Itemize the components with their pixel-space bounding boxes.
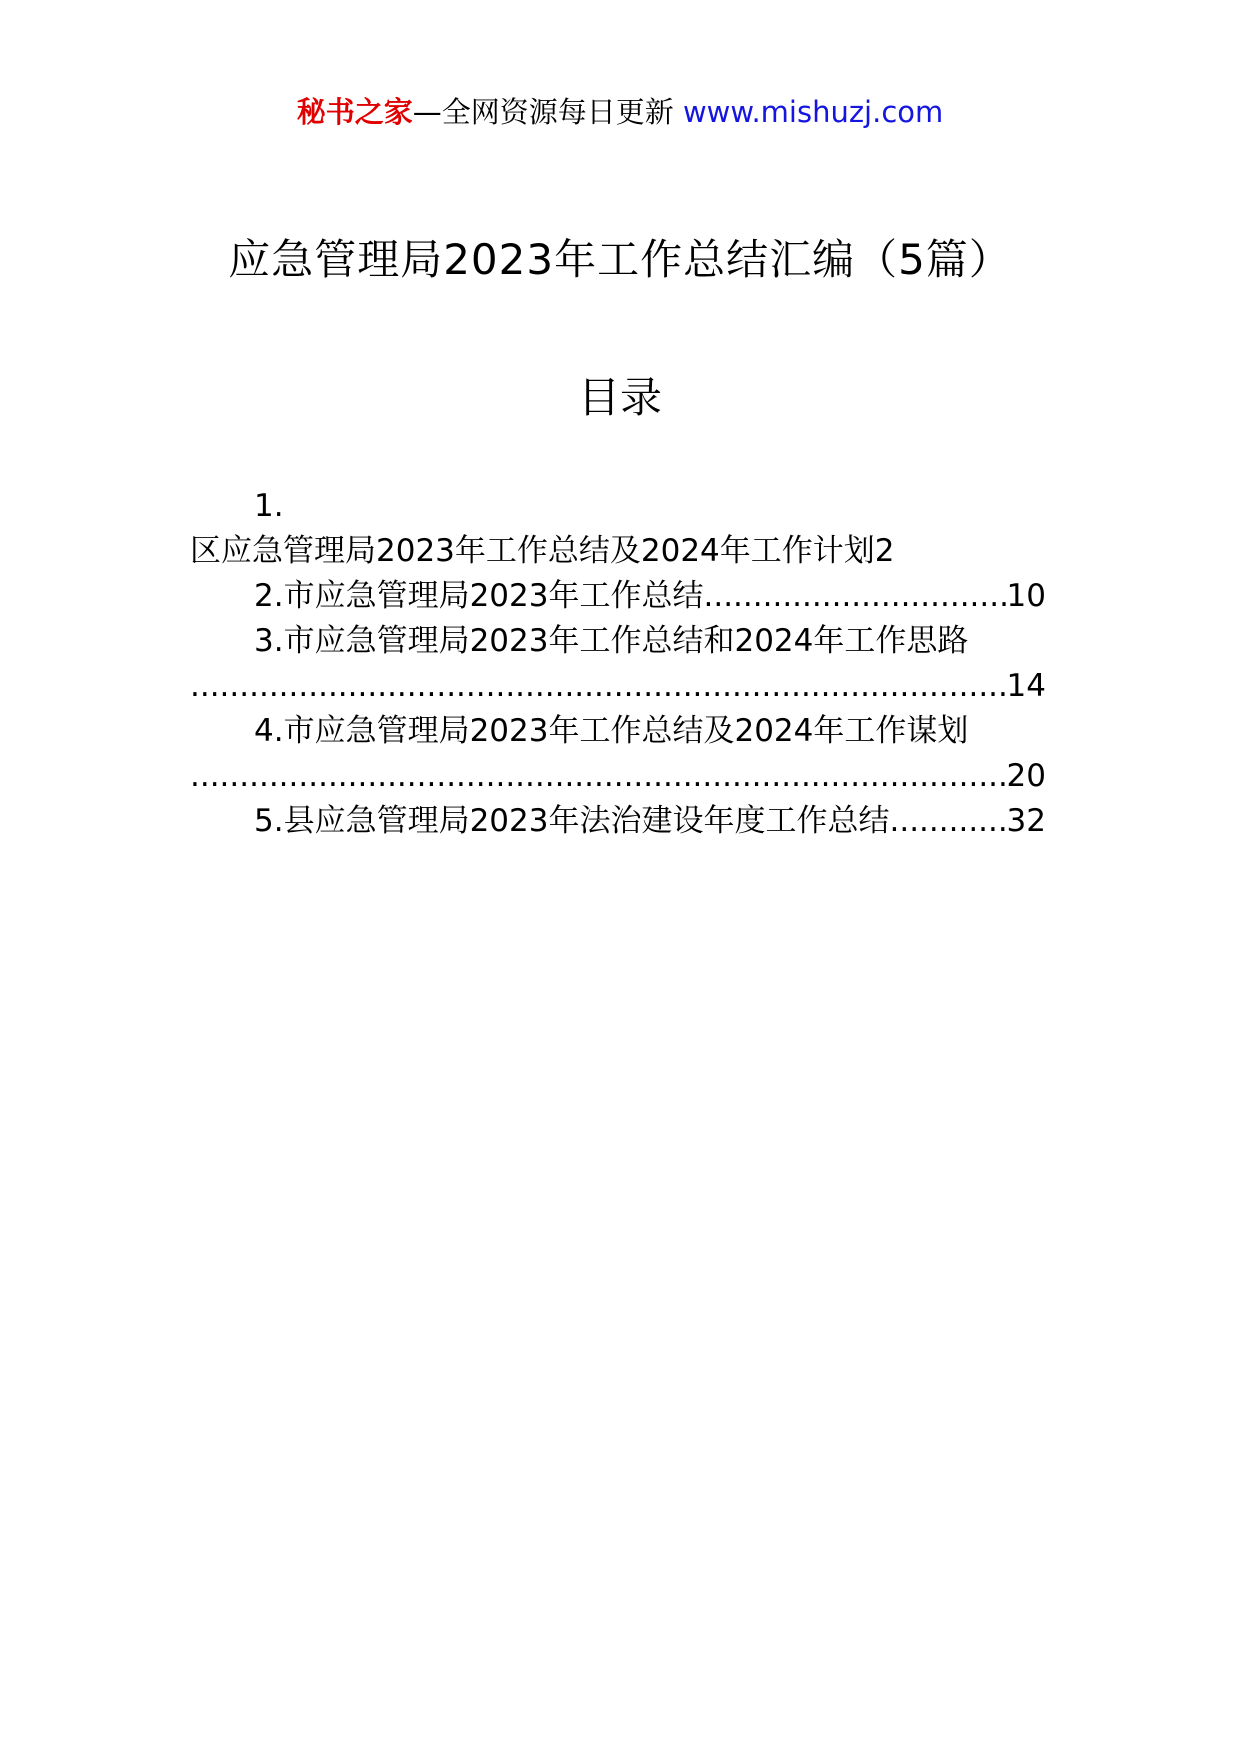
toc-entry-3-page-line[interactable] bbox=[190, 664, 1046, 709]
site-header bbox=[0, 92, 1240, 132]
toc-entry-number: 1. bbox=[254, 488, 284, 524]
toc-leader-dots bbox=[889, 799, 1006, 844]
toc-entry-4-page-line[interactable] bbox=[190, 754, 1046, 799]
toc-entry-page: 20 bbox=[1006, 758, 1046, 794]
document-title: 应急管理局2023年工作总结汇编（5篇） bbox=[228, 235, 1012, 284]
toc-entry-title: 市应急管理局2023年工作总结和2024年工作思路 bbox=[283, 623, 969, 659]
toc-entry-number: 2. bbox=[254, 578, 284, 614]
toc-entry-title: 县应急管理局2023年法治建设年度工作总结 bbox=[283, 803, 890, 839]
toc-entry-4[interactable] bbox=[190, 709, 1046, 754]
toc-entry-5[interactable] bbox=[190, 799, 1046, 844]
toc-entry-page: 2 bbox=[874, 533, 895, 569]
site-slogan: —全网资源每日更新 bbox=[412, 95, 674, 129]
toc-heading: 目录 bbox=[577, 373, 662, 422]
toc-entry-title: 区应急管理局2023年工作总结及2024年工作计划 bbox=[190, 533, 875, 569]
toc-entry-page: 14 bbox=[1006, 668, 1046, 704]
toc-entry-1-number-line[interactable] bbox=[190, 484, 1046, 529]
toc-entry-number: 3. bbox=[254, 623, 284, 659]
table-of-contents bbox=[190, 484, 1046, 844]
toc-entry-page: 10 bbox=[1006, 578, 1046, 614]
toc-leader-dots bbox=[190, 664, 1007, 709]
toc-entry-number: 5. bbox=[254, 803, 284, 839]
toc-entry-1[interactable] bbox=[190, 529, 1046, 574]
site-url-link[interactable]: www.mishuzj.com bbox=[682, 95, 944, 129]
site-brand[interactable]: 秘书之家 bbox=[296, 95, 413, 129]
toc-entry-page: 32 bbox=[1006, 803, 1046, 839]
toc-leader-dots bbox=[703, 574, 1006, 619]
toc-entry-3[interactable] bbox=[190, 619, 1046, 664]
toc-leader-dots bbox=[190, 754, 1007, 799]
toc-entry-number: 4. bbox=[254, 713, 284, 749]
toc-entry-2[interactable] bbox=[190, 574, 1046, 619]
toc-entry-title: 市应急管理局2023年工作总结及2024年工作谋划 bbox=[283, 713, 969, 749]
toc-entry-title: 市应急管理局2023年工作总结 bbox=[283, 578, 704, 614]
